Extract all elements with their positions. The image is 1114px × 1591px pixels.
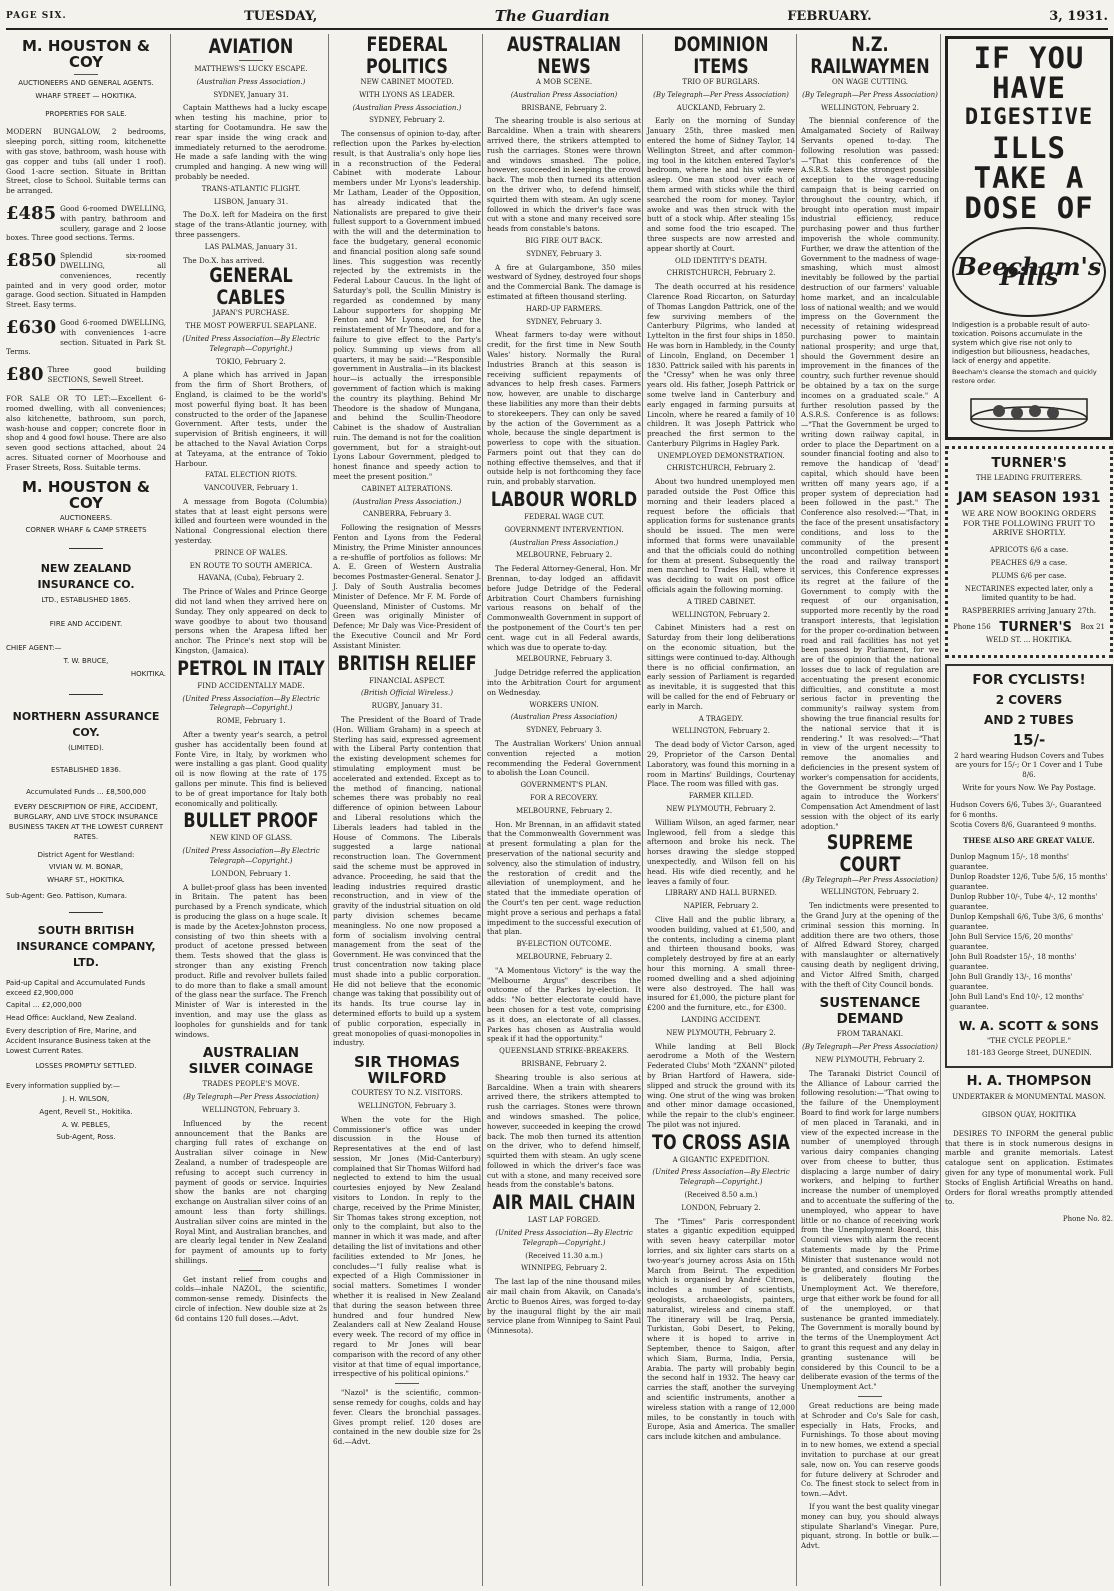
turners-phone: Phone 156 — [953, 622, 991, 631]
story-body: Cabinet Ministers had a rest on Saturday from their long deliberations on the economic situation, but the sittings were continued to-day. Although there is no official confirmation, an early session of Parliament is regarded as inevitable, it is suggested that this will be called for the end of February or early in March. — [647, 623, 795, 711]
story-dateline: WINNIPEG, February 2. — [521, 1264, 607, 1273]
story-subhead: WORKERS UNION. — [529, 700, 599, 709]
story-subhead: JAPAN'S PURCHASE. — [212, 309, 290, 318]
northern-district: District Agent for Westland: — [37, 850, 135, 859]
heading-sustenance-demand: SUSTENANCE DEMAND — [819, 995, 921, 1028]
heading-bullet-proof: BULLET PROOF — [183, 809, 319, 833]
cyclists-line1: 2 COVERS — [995, 692, 1063, 707]
listing-850 — [6, 251, 166, 310]
column-federal-politics — [328, 34, 481, 1586]
story-dateline: WELLINGTON, February 3. — [358, 1101, 456, 1110]
list-item: Dunlop Roadster 12/6, Tube 5/6, 15 months' guarantee. — [950, 872, 1108, 891]
turners-orders: WE ARE NOW BOOKING ORDERS FOR THE FOLLOWING FRUIT TO ARRIVE SHORTLY. — [961, 508, 1097, 538]
story-subhead: QUEENSLAND STRIKE-BREAKERS. — [499, 1047, 629, 1056]
cyclists-title: FOR CYCLISTS! — [972, 671, 1086, 688]
story-source: (Australian Press Association.) — [196, 77, 306, 86]
story-source: (Australian Press Association) — [510, 90, 618, 99]
houston-ad — [6, 38, 166, 119]
masthead — [6, 4, 1108, 30]
heading-sir-thomas-wilford: SIR THOMAS WILFORD — [353, 1053, 461, 1088]
scott-address: 181-183 George Street, DUNEDIN. — [966, 1049, 1092, 1058]
beecham-text: Indigestion is a probable result of auto-toxication. Poisons accumulate in the system which give rise not only to indigestion but biliousness, headaches, lack of energy and appetite. — [952, 321, 1091, 365]
story-dateline: CANBERRA, February 3. — [362, 510, 452, 519]
northern-sub: Sub-Agent: Geo. Pattison, Kumara. — [6, 892, 127, 901]
listing-price: £485 — [6, 202, 57, 224]
heading-dominion-items: DOMINION ITEMS — [673, 34, 769, 78]
paper-title: The Guardian — [494, 7, 610, 25]
story-body: The Do.X. has arrived. — [183, 255, 265, 265]
story-body: The Prince of Wales and Prince George did not land when they arrived here on Sunday. They only appeared on deck to wave goodbye to about two thousand persons when the Arapesa lifted her anchor. The Prince's next stop will be Kingston, (Jamaica). — [175, 587, 327, 656]
houston-role-2: AUCTIONEERS. — [59, 513, 113, 522]
column-aviation — [170, 34, 327, 1586]
listing-price: £850 — [6, 250, 57, 272]
story-dateline: SYDNEY, February 3. — [526, 249, 602, 258]
story-dateline: NEW PLYMOUTH, February 2. — [666, 804, 776, 813]
story-dateline: MELBOURNE, February 2. — [515, 806, 613, 815]
story-dateline: HAVANA, (Cuba), February 2. — [198, 574, 304, 583]
story-subhead: A GIGANTIC EXPEDITION. — [672, 1155, 770, 1164]
listing-text: Good 6-roomed DWELLING, with pantry, bathroom and scullery, garage and 2 loose boxes. Three good sections. Terms. — [6, 203, 166, 243]
story-dateline: NEW PLYMOUTH, February 2. — [815, 1055, 925, 1064]
sbi-agent3: A. W. PEBLES, — [61, 1120, 111, 1129]
story-subhead: FEDERAL WAGE CUT. — [524, 513, 604, 522]
story-dateline: LAS PALMAS, January 31. — [204, 242, 298, 251]
heading-air-mail-chain: AIR MAIL CHAIN — [492, 1191, 636, 1215]
story-body: Wheat farmers to-day were without credit, for the first time in New South Wales' history. Normally the Rural Industries Branch at this season is receiving sufficient repayments of advances to help fresh cases. Farmers now, however, are unable to discharge these liabilities any more than their debts to storekeepers. They can only be saved by the action of the Government as a whole, because the single department is powerless to cope with the situation. Farmers point out that they can do nothing effective themselves, and that if outside help is not forthcoming they face ruin, and probably starvation. — [487, 330, 641, 487]
heading-to-cross-asia: TO CROSS ASIA — [652, 1130, 790, 1154]
story-body: Judge Detridge referred the application into the Arbitration Court for argument on Wednesday. — [487, 668, 641, 697]
story-dateline: CHRISTCHURCH, February 2. — [666, 269, 776, 278]
vinegar-advert: If you want the best quality vinegar money can buy, you should always stipulate Sharland's Vinegar. Pure, piquant, strong. In bottle or bulk.—Advt. — [801, 1501, 939, 1551]
bungalow-listing: MODERN BUNGALOW, 2 bedrooms, sleeping porch, sitting room, kitchenette with gas stove, bathroom, wash house with gas copper and tubs (all under 1 roof). Good 1-acre section. Situate in Brittan Street, close to School. Suitable terms can be arranged. — [6, 127, 166, 196]
beecham-line: DOSE OF — [964, 191, 1094, 225]
cyclists-list-2 — [950, 852, 1108, 1012]
thompson-phone: Phone No. 82. — [1062, 1215, 1113, 1224]
story-dateline: MELBOURNE, February 2. — [515, 551, 613, 560]
story-source: (By Telegraph—Per Press Association) — [653, 90, 789, 99]
story-dateline: WELLINGTON, February 2. — [672, 727, 770, 736]
story-body: After a twenty year's search, a petrol gusher has accidentally been found at Fonte Vire, in Italy, by workmen who were installing a gas plant. Good quality oil is now flowing at the rate of 175 gallons per minute. This find is believed to be of great importance for Italy both economically and politically. — [175, 730, 327, 808]
story-subhead: CABINET ALTERATIONS. — [361, 484, 453, 493]
turners-title: TURNER'S — [991, 455, 1067, 471]
story-source: (By Telegraph—Per Press Association) — [802, 1043, 938, 1052]
story-subhead: THE MOST POWERFUL SEAPLANE. — [185, 322, 317, 331]
houston-ad-2 — [6, 479, 166, 537]
sbi-losses: LOSSES PROMPTLY SETTLED. — [35, 1062, 137, 1071]
story-subhead: GOVERNMENT INTERVENTION. — [504, 525, 624, 534]
story-received: (Received 11.30 a.m.) — [525, 1251, 603, 1260]
nzi-fire: FIRE AND ACCIDENT. — [49, 619, 123, 628]
listing-text: Three good building SECTIONS, Sewell Street. — [47, 365, 166, 384]
story-dateline: VANCOUVER, February 1. — [204, 484, 298, 493]
northern-title: NORTHERN ASSURANCE COY. — [12, 710, 160, 740]
story-body: Ten indictments were presented to the Grand Jury at the opening of the criminal session this morning. In addition there are two others, those of Alfred Edward Storey, charged with manslaughter or alternatively causing death by negligent driving, and Victor Alfred Smith, charged with the theft of City Council bonds. — [801, 901, 939, 989]
story-source: (United Press Association—By Electric Telegraph—Copyright.) — [495, 1229, 633, 1247]
heading-british-relief: BRITISH RELIEF — [337, 651, 477, 675]
story-dateline: SYDNEY, February 2. — [369, 116, 445, 125]
turners-address: WELD ST. ... HOKITIKA. — [985, 635, 1073, 644]
masthead-date: 3, 1931. — [1049, 8, 1108, 24]
nzi-place: HOKITIKA. — [130, 670, 166, 679]
heading-australian-news: AUSTRALIAN NEWS — [507, 34, 621, 78]
story-subhead: LANDING ACCIDENT. — [681, 1015, 761, 1024]
story-body: Influenced by the recent announcement that the Banks are charging full rates of exchange on Australian silver coinage in New Zealand, a number of tradespeople are refusing to accept such currency in payment of goods or service. Inquiries show the banks are not charging exchange on Australian silver coins of an amount less than forty shillings. Australian silver coins are minted in the Royal Mint, and Australian branches, and are clearly legal tender in New Zealand for payment of amounts up to forty shillings. — [175, 1118, 327, 1265]
northern-ltd: (LIMITED). — [68, 744, 104, 753]
turners-item: PEACHES 6/9 a case. — [990, 558, 1068, 567]
story-dateline: SYDNEY, February 3. — [526, 317, 602, 326]
northern-est: ESTABLISHED 1836. — [51, 765, 121, 774]
turners-footer — [953, 619, 1105, 635]
story-subhead: A MOB SCENE. — [535, 78, 593, 86]
story-dateline: LONDON, February 2. — [681, 1203, 761, 1212]
story-dateline: MELBOURNE, February 2. — [515, 952, 613, 961]
story-body: While landing at Bell Block aerodrome a Moth of the Western Federated Clubs' Moth "ZXANN" piloted by Brian Hartford of Hawera, side-slipped and struck the ground with its wing. One strut of the wing was broken and other minor damage occasioned, while the repair to the club's engineer. The pilot was not injured. — [647, 1041, 795, 1129]
cyclists-line2: AND 2 TUBES — [984, 712, 1074, 727]
nzi-title: NEW ZEALAND INSURANCE CO. — [37, 562, 135, 592]
listing-price: £630 — [6, 316, 57, 338]
turners-box: Box 21 — [1080, 622, 1105, 631]
story-subhead: BY-ELECTION OUTCOME. — [516, 940, 612, 949]
list-item: John Bull Grandly 13/-, 16 months' guarantee. — [950, 972, 1073, 991]
sbi-capital: Paid-up Capital and Accumulated Funds exceed £2,900,000 — [6, 978, 145, 997]
story-body: The last lap of the nine thousand miles air mail chain from Akavik, on Canada's Arctic to Buenos Aires, was forged to-day by the inaugural flight by the air mail service plane from Winnipeg to Saint Paul (Minnesota). — [487, 1277, 641, 1336]
story-source: (By Telegraph—Per Press Association) — [802, 875, 938, 884]
story-body: Clive Hall and the public library, a wooden building, valued at £1,500, and the contents, including a cinema plant and thirteen thousand books, was completely destroyed by fire at an early hour this morning. A small three-roomed dwelling and a shed adjoining were also destroyed. The hall was insured for £1,000, the picture plant for £200 and the furniture, etc., for £300. — [647, 914, 795, 1013]
story-subhead: PRINCE OF WALES. — [214, 548, 288, 557]
heading-federal-politics: FEDERAL POLITICS — [366, 34, 448, 78]
column-railwaymen — [796, 34, 939, 1586]
story-subhead: HARD-UP FARMERS. — [525, 304, 603, 313]
story-dateline: LISBON, January 31. — [213, 197, 289, 206]
heading-nz-railwaymen: N.Z. RAILWAYMEN — [810, 34, 930, 78]
thompson-text: DESIRES TO INFORM the general public that there is in stock numerous designs in marble and granite memorials. Latest catalogue sent on application. Estimates given for any type of monumental work. Full Stocks of English Artificial Wreaths on hand. Orders for floral wreaths promptly attended to. — [945, 1128, 1113, 1207]
sbi-desc: Every description of Fire, Marine, and Accident Insurance Business taken at the Lowest Current Rates. — [6, 1027, 151, 1055]
beecham-line: IF YOU — [973, 41, 1085, 75]
beecham-line: ILLS — [992, 131, 1066, 165]
sbi-info: Every information supplied by:— — [6, 1082, 121, 1091]
story-dateline: CHRISTCHURCH, February 2. — [666, 464, 776, 473]
story-subhead: EN ROUTE TO SOUTH AMERICA. — [189, 561, 313, 570]
story-dateline: BRISBANE, February 2. — [521, 1059, 607, 1068]
story-subhead: FINANCIAL ASPECT. — [369, 676, 445, 685]
scott-sub: "THE CYCLE PEOPLE." — [987, 1036, 1071, 1045]
properties-heading: PROPERTIES FOR SALE. — [45, 109, 127, 118]
story-dateline: AUCKLAND, February 2. — [676, 103, 766, 112]
story-subhead: FARMER KILLED. — [688, 792, 754, 801]
scott-title: W. A. SCOTT & SONS — [959, 1018, 1099, 1033]
story-subhead: NEW CABINET MOOTED. — [360, 78, 454, 86]
nazol-advert: "Nazol" is the scientific, common-sense remedy for coughs, colds and hay fever. Clears the bronchial passages. Gives prompt relief. 120 doses are contained in the new double size for 2s 6d.—Advt. — [333, 1388, 481, 1447]
beecham-line: HAVE — [992, 71, 1066, 105]
story-source: (United Press Association—By Electric Telegraph—Copyright.) — [182, 334, 320, 353]
story-dateline: LONDON, February 1. — [211, 869, 291, 878]
listing-price: £80 — [6, 364, 44, 386]
story-body: The Do.X. left for Madeira on the first stage of the trans-Atlantic journey, with three passengers. — [175, 210, 327, 239]
story-body: Captain Matthews had a lucky escape when testing his machine, prior to starting for Cootamundra. He saw the rear spar inside the wing crack and immediately returned to the aerodrome. He made a safe landing with the wing crumpled and hanging. A new wing will probably be needed. — [175, 103, 327, 181]
listing-80 — [6, 365, 166, 385]
turners-item: NECTARINES expected later, only a limited quantity to be had. — [964, 584, 1094, 603]
cyclists-price: 15/- — [1012, 730, 1046, 749]
houston-address: WHARF STREET — HOKITIKA. — [35, 91, 137, 100]
cyclists-advert — [945, 664, 1113, 1069]
story-subhead: ON WAGE CUTTING. — [831, 78, 909, 86]
heading-aviation: AVIATION — [208, 35, 294, 58]
beecham-brand: Beecham's Pills — [952, 227, 1106, 317]
list-item: Dunlop Rubber 10/-, Tube 4/-, 12 months' guarantee. — [950, 892, 1098, 911]
heading-supreme-court: SUPREME COURT — [826, 830, 914, 876]
story-body: A plane which has arrived in Japan from the firm of Short Brothers, of England, is claimed to be the world's most powerful flying boat. It has been constructed to the order of the Japanese Government. After tests, under the supervision of British engineers, it will be attached to the Naval Aviation Corps at Tateyama, at the entrance of Tokio Harbour. — [175, 370, 327, 468]
column-australian-news — [482, 34, 641, 1586]
story-dateline: WELLINGTON, February 2. — [672, 610, 770, 619]
heading-labour-world: LABOUR WORLD — [490, 488, 638, 511]
story-dateline: TOKIO, February 2. — [216, 357, 286, 366]
story-body: The dead body of Victor Carson, aged 29, Proprietor of the Carson Dental Laboratory, was found this morning in a room in Martins' Buildings, Courtenay Place. The room was filled with gas. — [647, 740, 795, 789]
thompson-address: GIBSON QUAY, HOKITIKA — [981, 1110, 1077, 1119]
story-subhead: WITH LYONS AS LEADER. — [359, 90, 455, 99]
sbi-capital2: Capital ... £2,000,000 — [6, 1001, 82, 1010]
northern-ad — [6, 709, 166, 902]
story-dateline: RUGBY, January 31. — [371, 702, 443, 711]
story-source: (Australian Press Association) — [510, 713, 618, 722]
listing-text: Good 6-roomed DWELLING, with conveniences 1-acre section. Situated in Park St. Terms. — [6, 317, 166, 357]
story-body: Following the resignation of Messrs Fenton and Lyons from the Federal Ministry, the Prime Minister announces a re-shuffle of portfolios as follows: Mr A. E. Green of Western Australia becomes Postmaster-General. Senator J. J. Daly of South Australia becomes Minister of Defence. Mr F. M. Forde of Queensland, Minister of Customs. Mr Green was originally Minister of Defence; Mr Daly was Vice-President of the Executive Council and Mr Ford Assistant Minister. — [333, 523, 481, 650]
list-item: Hudson Covers 6/6, Tubes 3/-, Guaranteed for 6 months. — [950, 800, 1102, 819]
story-body: The biennial conference of the Amalgamated Society of Railway Servants opened to-day. The following resolution was passed:—"That this conference of the A.S.R.S. takes the strongest possible exception to the wage-reducing campaign that is being carried on throughout the country, which, if brought into operation must impair industrial efficiency, reduce purchasing power and thus further impoverish the whole community. Further, we draw the attention of the Government to the madness of wage-smashing, which must almost inevitably be followed by the partial destruction of our farmers' valuable home market, and an incalculable loss of national wealth; and we would impress on the Government the necessity of retaining widespread purchasing power to maintain national prosperity; and urge that, should the Government desire an improvement in the finances of the country, such further revenue should be obtained by a tax on the surge incomes on a graduated scale." A further resolution passed by the A.S.R.S. Conference is as follows:—"That the Government be urged to writing down railway capital, in order to place the Department on a sounder financial footing and also to remove the handicap of 'dead' capital, which should have been written off many years ago, if a proper system of depreciation had been followed in the past." The Conference also resolved:—"That, in the face of the present unsatisfactory conditions, and loss to the community of the present uncontrolled competition between the road and railway transport services, this Conference expresses its regret at the failure of the Government to comply with the request of our organisation, supported more recently by the road transport interests, that legislation for the proper co-ordination between road and rail facilities has not yet been passed by Parliament, for we are of the opinion that the national losses due to lack of regulation are accentuating the present economic difficulties, and constitute a most serious factor in preventing the community's railway system from showing the true financial results for the national service that it is rendering." It was resolved:—"That in view of the urgent necessity to remove the anomalies and deficiencies in the present system of worker's compensation for accidents, the Government be strongly urged again to introduce the Workers' Compensation Act Amendment of last session with the object of its early adoption." — [801, 116, 939, 831]
story-subhead: LIBRARY AND HALL BURNED. — [665, 889, 777, 898]
story-body: The shearing trouble is also serious at Barcaldine. When a train with shearers arrived there, the strikers attempted to rush the carriages. Stones were thrown and windows smashed. The police, however, succeeded in keeping the crowd back. The mob then turned its attention on the driver who, to defend himself, squirted them with steam. An ugly scene followed in which the driver's face was cut with a stone and many received sore heads from constable's batons. — [487, 116, 641, 234]
story-source: (United Press Association—By Electric Telegraph—Copyright.) — [182, 694, 320, 713]
beechams-advert — [945, 36, 1113, 440]
listing-485 — [6, 204, 166, 243]
story-dateline: WELLINGTON, February 2. — [821, 103, 919, 112]
story-subhead: NEW KIND OF GLASS. — [209, 834, 293, 843]
nzi-agent-label: CHIEF AGENT:— — [6, 643, 62, 652]
south-british-ad — [6, 923, 166, 1143]
thompson-advert — [945, 1074, 1113, 1225]
story-subhead: COURTESY TO N.Z. VISITORS. — [351, 1089, 463, 1098]
turners-name: TURNER'S — [999, 619, 1072, 635]
story-body: The consensus of opinion to-day, after reflection upon the Parkes by-election result, is that Australia's only hope lies in a reconstruction of the Federal Cabinet with moderate Labour members under Mr Lyons's leadership. Mr Latham, Leader of the Opposition, has already indicated that the Nationalists are prepared to give their fullest support to a Government imbued with the will and the determination to face the budgetary, general economic and financial position along safe sound lines. This suggestion was recently rejected by the extremists in the Federal Labour Caucus. In the light of Saturday's poll, the Scullin Ministry is regarded as condemned by many Labour supporters for shopping Mr Fenton and Mr Lyons, and for the reinstatement of Mr Theodore, and for a failure to give effect to the Party's policy. Summing up views from all quarters, it may be said:—"Responsible government in Australia—in its blackest hour—is actually the irresponsible government of faction which is making the country its plaything. Behind Mr Theodore is the shadow of Mungana, and behind the Scullin-Theodore Cabinet is the shadow of Australian ruin. The demand is not for the coalition government, but for a straight-out Lyons Labour Government, pledged to honest finance and speedy action to meet the present position." — [333, 129, 481, 482]
heading-general-cables: GENERAL CABLES — [209, 264, 293, 309]
turners-item: APRICOTS 6/6 a case. — [989, 546, 1069, 555]
page-number: PAGE SIX. — [6, 11, 67, 21]
northern-agent: VIVIAN W. M. BONAR, — [48, 863, 124, 872]
masthead-day: TUESDAY, — [244, 8, 318, 24]
beecham-line: DIGESTIVE — [964, 105, 1094, 130]
turners-sub: THE LEADING FRUITERERS. — [975, 474, 1083, 482]
nzi-est: LTD., ESTABLISHED 1865. — [41, 596, 131, 605]
story-body: The death occurred at his residence Clarence Road Riccarton, on Saturday of Thomas Langdon Pattrick, one of the few surviving members of the Canterbury Pilgrims, who landed at Lyttelton in the first four ships in 1850. He was born in Hambledy, in the County of Lincoln, England, on December 1 1830. Pattrick sailed with his parents in the "Cressy" when he was only three years old. His father, Joseph Pattrick or some twelve land in Canterbury and early engaged in farming pursuits at Lincoln, where he reared a family of 10 children. It was Joseph Pattrick who preached the first sermon to the Canterbury Pilgrims in Hagley Park. — [647, 282, 795, 448]
column-dominion-items — [642, 34, 795, 1586]
heading-silver-coinage: AUSTRALIAN SILVER COINAGE — [188, 1045, 314, 1078]
story-dateline: WELLINGTON, February 3. — [202, 1105, 300, 1114]
cyclists-value: THESE ALSO ARE GREAT VALUE. — [963, 835, 1095, 845]
thompson-title: H. A. THOMPSON — [966, 1074, 1092, 1090]
houston-title-2: M. HOUSTON & COY — [22, 477, 150, 512]
story-subhead: A TRAGEDY. — [698, 714, 744, 723]
story-source: (Australian Press Association.) — [509, 538, 619, 547]
story-dateline: NEW PLYMOUTH, February 2. — [666, 1028, 776, 1037]
listing-630 — [6, 318, 166, 357]
nzi-agent: T. W. BRUCE, — [63, 657, 109, 666]
story-body: When the vote for the High Commissioner's office was under discussion in the House of Representatives at the end of last session, Mr Jones (Mid-Canterbury) complained that Sir Thomas Wilford had neglected to extend to him the usual courtesies enjoyed by New Zealand visitors to London. In reply to the charge, received by the Prime Minister, Sir Thomas takes strong exception, not only to the complaint, but also to the manner in which it was made, and after detailing the list of invitations and other facilities extended to Mr Jones, he concludes—"I fully realise what is expected of a High Commissioner in social matters. Sometimes I wonder whether it is realised in New Zealand that during the season between three hundred and four hundred New Zealanders call at New Zealand House every week. The record of my office in regard to Mr Jones will bear comparison with the record of any other visitor at that time of equal importance, irrespective of his political opinions." — [333, 1114, 481, 1379]
story-body: Hon. Mr Brennan, in an affidavit stated that the Commonwealth Government was at present formulating a plan for the preservation of the national security and solvency, also the stimulation of industry, the restoration of credit and the alleviation of unemployment, and he stated that the immediate operation of the Court's ten per cent. wage reduction might prove a serious and perhaps a fatal impediment to the successful execution of that plan. — [487, 819, 641, 937]
sale-or-let: FOR SALE OR TO LET:—Excellent 6-roomed dwelling, with all conveniences; also kitchenette, bathroom, sun porch, wash-house and copper; concrete floor in shop and 4 good fowl house. There are also seven good sections attached, about 24 acres. Situated corner of Moorhouse and Fraser Streets, Ross. Suitable terms. — [6, 394, 166, 472]
sbi-agent2: Agent, Revell St., Hokitika. — [39, 1107, 133, 1116]
list-item: John Bull Service 15/6, 20 months' guarantee. — [950, 932, 1073, 951]
story-body: The Federal Attorney-General, Hon. Mr Brennan, to-day lodged an affidavit before Judge Detridge of the Federal Arbitration Court Chambers furnishing various reasons on behalf of the Commonwealth Government in support of the postponement of the Court's ten per cent. wage cut in all Federal awards, which was due to operate to-day. — [487, 564, 641, 652]
northern-funds: Accumulated Funds ... £8,500,000 — [26, 787, 146, 796]
story-subhead: LAST LAP FORGED. — [527, 1216, 601, 1225]
story-dateline: WELLINGTON, February 2. — [821, 888, 919, 897]
list-item: John Bull Roadster 15/-, 18 months' guarantee. — [950, 952, 1077, 971]
story-subhead: GOVERNMENT'S PLAN. — [520, 781, 608, 790]
beecham-text-2: Beecham's cleanse the stomach and quickly restore order. — [952, 368, 1097, 385]
story-subhead: FATAL ELECTION RIOTS. — [204, 471, 298, 480]
northern-address: WHARF ST., HOKITIKA. — [47, 876, 125, 885]
northern-desc: EVERY DESCRIPTION OF FIRE, ACCIDENT, BURGLARY, AND LIVE STOCK INSURANCE BUSINESS TAKEN AT THE LOWEST CURRENT RATES. — [8, 803, 164, 841]
story-dateline: BRISBANE, February 2. — [521, 103, 607, 112]
story-subhead: TRIO OF BURGLARS. — [682, 78, 760, 86]
story-body: Early on the morning of Sunday January 25th, three masked men entered the home of Sidney Taylor, 14 Wellington Street, and after common-ing tool in the kitchen entered Taylor's bedroom, where he and his wife were asleep. One man stood over each of them armed with sticks while the third searched the room for money. Taylor awoke and was then struck with the butt of a stock whip. After stealing 15s and some food the trio escaped. The three suspects are now arrested and appear shortly at Court. — [647, 116, 795, 253]
story-body: William Wilson, an aged farmer, near Inglewood, fell from a sledge this afternoon and broke his neck. The horses drawing the sledge stopped unexpectedly, and Wilson fell on his head. His wife died recently, and he leaves a family of four. — [647, 817, 795, 886]
turners-advert — [945, 446, 1113, 658]
story-source: (Australian Press Association.) — [352, 103, 462, 112]
sbi-agent4: Sub-Agent, Ross. — [56, 1133, 116, 1142]
story-subhead: BIG FIRE OUT BACK. — [525, 236, 603, 245]
beecham-line: TAKE A — [973, 161, 1085, 195]
story-dateline: MELBOURNE, February 3. — [515, 655, 613, 664]
sbi-office: Head Office: Auckland, New Zealand. — [6, 1014, 137, 1023]
sbi-agent1: J. H. WILSON, — [62, 1095, 110, 1104]
schroder-advert: Great reductions are being made at Schroder and Co's Sale for cash, especially in Hats, Frocks, and Furnishings. To those about moving in to new homes, we extend a special invitation to purchase at our great sale, now on. You can reserve goods for future delivery at Schroder and Co. The finest stock to select from in town.—Advt. — [801, 1401, 939, 1499]
story-body: The "Times" Paris correspondent states a gigantic expedition equipped with seven heavy caterpillar motor lorries, and six lighter cars starts on a two-year's journey across Asia on 15th March from Beirut. The expedition which is organised by André Citroen, includes a number of scientists, geologists, archaeologists, painters, naturalist, wireless and cinema staff. The itinerary will be Iraq, Persia, Turkistan, Gobi Desert, to Peking, where it is hoped to arrive in September, thence to Saigon, after which Siam, Burma, India, Persia, Arabia. The party will probably begin the second half in 1932. The heavy car carries the staff, another the surveying and scientific instruments, another a wireless station with a range of 12,000 miles, to be constantly in touch with Europe, Asia and America. The smaller cars include kitchen and ambulance. — [647, 1216, 795, 1442]
story-subhead: TRADES PEOPLE'S MOVE. — [202, 1080, 300, 1089]
nzi-ad — [6, 561, 166, 680]
story-body: A bullet-proof glass has been invented in Britain. The patent has been purchased by a French syndicate, which is producing the glass on a huge scale. It is made by the Acetex-Johnston process, consisting of two thin sheets with a product of acetone pressed between them. Tests showed that the glass is stronger than any existing French product. Rifle and revolver bullets failed to do more than to flake a small amount of the glass near the surface. The French Minister of War is interested in the invention, and may use the glass as loopholes for gunshields and for tank windows. — [175, 882, 327, 1039]
story-source: (Australian Press Association.) — [352, 497, 462, 506]
story-body: The President of the Board of Trade (Hon. William Graham) in a speech at Sterling has said, expressed agreement with the Liberal Party contention that the existing development schemes for stimulating employment must be accelerated and extended. Except as to the method of financing, national schemes there was probably no real difference of opinion between Labour and Liberal resolutions which the Liberals leaders had tabled in the House of Commons. The Liberals suggested a large national reconstruction loan. The Government said the scheme must be approved in advance. Proceeding, he said that the leading industries required drastic reconstruction, and in view of the gravity of the industrial situation on old party division schemes became meaningless. No one now proposed a form of socialism involving central management from the seat of the Government. He was convinced that the trust concentration now taking place must shade into a public corporation. He did not believe that the economic change was taking that possibility out of its hands. Its true course lay in determined efforts to build up a system of public corporation, especially in great monopolies of quasi-monopolies in industry. — [333, 715, 481, 1048]
story-subhead: FIND ACCIDENTALLY MADE. — [197, 681, 305, 690]
nazol-advert: Get instant relief from coughs and colds—inhale NAZOL, the scientific, common-sense remedy. Disinfects the circle of infection. New double size at 2s 6d contains 120 full doses.—Advt. — [175, 1274, 327, 1323]
story-source: (By Telegraph—Per Press Association) — [183, 1093, 319, 1102]
heading-petrol: PETROL IN ITALY — [177, 656, 325, 680]
story-source: (By Telegraph—Per Press Association) — [802, 90, 938, 99]
houston-title: M. HOUSTON & COY — [22, 37, 150, 71]
story-source: (United Press Association—By Electric Telegraph—Copyright.) — [182, 847, 320, 865]
story-source: (British Official Wireless.) — [361, 689, 453, 698]
story-body: A fire at Gulargambone, 350 miles westward of Sydney, destroyed four shops and the Commercial Bank. The damage is estimated at fifteen thousand sterling. — [487, 262, 641, 301]
cyclists-text-2: Write for yours Now. We Pay Postage. — [962, 783, 1096, 792]
list-item: John Bull Land's End 10/-, 12 months' guarantee. — [950, 992, 1084, 1011]
cyclists-text: 2 hard wearing Hudson Covers and Tubes are yours for 15/-; Or 1 Cover and 1 Tube 8/6. — [954, 751, 1104, 780]
story-body: A message from Bogota (Columbia) states that at least eight persons were killed and fourteen were wounded in the National Congressional election there yesterday. — [175, 496, 327, 546]
listing-text: Splendid six-roomed DWELLING, all conveniences, recently painted and in very good order, motor garage. Good section. Situated in Hampden Street. Easy terms. — [6, 251, 166, 310]
list-item: Dunlop Magnum 15/-, 18 months' guarantee. — [950, 852, 1069, 871]
story-subhead: OLD IDENTITY'S DEATH. — [675, 256, 767, 265]
thompson-sub: UNDERTAKER & MONUMENTAL MASON. — [952, 1093, 1106, 1102]
pill-box-icon — [959, 389, 1099, 433]
story-subhead: UNEMPLOYED DEMONSTRATION. — [657, 451, 785, 460]
story-body: Shearing trouble is also serious at Barcaldine. When a train with shearers arrived there, the strikers attempted to rush the carriages. Stones were thrown and windows smashed. The police, however, succeeded in keeping the crowd back. The mob then turned its attention on the driver, who to defend himself, squirted them with steam. An ugly scene followed in which the driver's face was cut with a stone, and many received sore heads from the constable's batons. — [487, 1072, 641, 1190]
turners-jam-season: JAM SEASON 1931 — [957, 489, 1101, 506]
story-subhead: MATTHEWS'S LUCKY ESCAPE. — [194, 65, 308, 73]
story-subhead: FOR A RECOVERY. — [530, 794, 598, 802]
story-subhead: TRANS-ATLANTIC FLIGHT. — [201, 184, 301, 193]
sbi-title: SOUTH BRITISH INSURANCE COMPANY, LTD. — [16, 923, 156, 969]
story-body: The Australian Workers' Union annual convention rejected a motion recommending the Federal Government to abolish the Loan Council. — [487, 739, 641, 778]
story-dateline: NAPIER, February 2. — [683, 902, 759, 911]
story-dateline: ROME, February 1. — [216, 717, 286, 726]
list-item: Scotia Covers 8/6, Guaranteed 9 months. — [950, 820, 1097, 829]
masthead-month: FEBRUARY. — [787, 8, 872, 24]
turners-item: RASPBERRIES arriving January 27th. — [961, 607, 1097, 616]
story-dateline: SYDNEY, January 31. — [213, 90, 289, 99]
houston-address-2: CORNER WHARF & CAMP STREETS — [25, 526, 147, 535]
story-body: About two hundred unemployed men paraded outside the Post Office this morning and their leaders placed a request before the officials that application forms for sustenance grants should be issued. The men were informed that forms were unavailable and that the officials could do nothing for them at present. Subsequently the men marched to Trades Hall, where it was deciding to wait on post office officials again the following morning. — [647, 477, 795, 595]
story-subhead: A TIRED CABINET. — [686, 597, 756, 606]
column-display-ads — [940, 34, 1113, 1586]
column-advertisements — [6, 34, 166, 1586]
story-subhead: FROM TARANAKI. — [836, 1030, 904, 1039]
story-source: (United Press Association—By Electric Telegraph—Copyright.) — [652, 1168, 790, 1187]
houston-role: AUCTIONEERS AND GENERAL AGENTS. — [18, 79, 154, 87]
story-dateline: SYDNEY, February 3. — [526, 726, 602, 735]
turners-item: PLUMS 6/6 per case. — [991, 571, 1067, 580]
story-received: (Received 8.50 a.m.) — [684, 1191, 758, 1200]
cyclists-list — [950, 800, 1108, 830]
list-item: Dunlop Kempshall 6/6, Tube 3/6, 6 months' guarantee. — [950, 912, 1104, 931]
story-body: "A Momentous Victory" is the way the "Melbourne Argus" describes the outcome of the Parkes by-election. It adds: "No better electorate could have been chosen for a test vote, comprising as it does, an electorate of all classes. Parkes has chosen as Australia would speak if it had the opportunity." — [487, 965, 641, 1044]
story-body: The Taranaki District Council of the Alliance of Labour carried the following resolution:—"That owing to the failure of the Unemployment Board to find work for large numbers of men placed in Taranaki, and in view of the expected increase in the number of unemployed through various dairy companies changing over from cheese to butter, thus displacing a large number of dairy workers, and helping to further increase the number of unemployed and to accentuate the suffering of the unemployed, who appear to have little or no chance of receiving work from the Unemployment Board, this Council views with alarm the recent statements made by the Prime Minister that sustenance would not be granted, and considers Mr Forbes is deliberately flouting the Unemployment Act. We therefore, urge that either work be found for all of the unemployed, or that sustenance be granted immediately. The Government is morally bound by the terms of the Unemployment Act to grant this request and any delay in granting sustenance will be considered by this Council to be a deliberate evasion of the terms of the Unemployment Act." — [801, 1068, 939, 1392]
